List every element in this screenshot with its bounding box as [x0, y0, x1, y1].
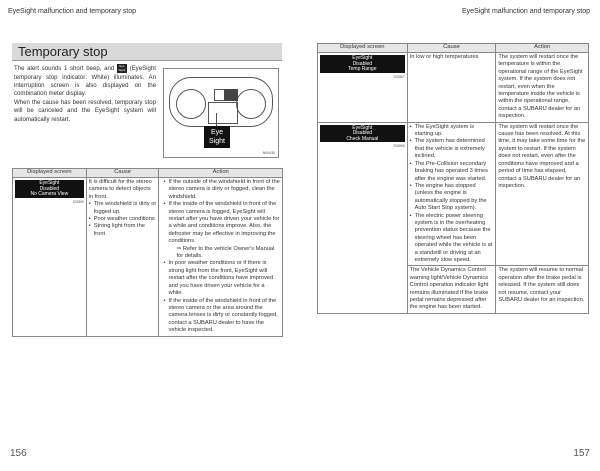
no-camera-view-screen — [15, 180, 84, 198]
table-row — [318, 122, 589, 266]
action-cell: The system will restart once the cause has been resolved. At this time, it may take some time for the system to restart. If the system does not restart, even after the conditions have improved and a period of time has elapsed, contact a SUBARU dealer for an inspection. — [496, 122, 589, 266]
running-header-left: EyeSight malfunction and temporary stop — [8, 8, 137, 15]
list-item: • The system has determined that the vehicle is extremely inclined. — [410, 138, 494, 160]
screen-code: S02867 — [393, 74, 405, 79]
screen-line: Check Manual — [346, 135, 379, 142]
screen-line: No Camera View — [30, 191, 69, 198]
running-header-right: EyeSight malfunction and temporary stop — [461, 8, 590, 15]
list-item: • In poor weather conditions or if there is strong light from the front, EyeSight will restart after the conditions have improved and you have driven your vehicle for a while. — [163, 260, 280, 297]
list-item: • If the outside of the windshield in front of the stereo camera is dirty or fogged, clean the windshield. — [163, 179, 280, 201]
callout-line-2: Sight — [209, 138, 225, 145]
list-item: • The EyeSight system is starting up. — [410, 124, 494, 139]
screen-line: Disabled — [352, 130, 373, 137]
intro-part-b: (EyeSight temporary stop indicator: White) illuminates. An interruption screen is also displayed on the combination meter display. — [14, 65, 156, 98]
list-item: • Poor weather conditions — [89, 216, 157, 223]
check-manual-screen — [320, 125, 405, 143]
list-item: • Strong light from the front — [89, 223, 157, 238]
action-cell: The system will restart once the temperature is within the operational range of the EyeSight system. If the system does not restart, even when the temperature inside the vehicle is within the operational range, contact a SUBARU dealer for an inspection. — [496, 53, 589, 123]
page-number-right: 157 — [573, 448, 590, 459]
cause-cell — [86, 178, 159, 337]
screen-line: Disabled — [352, 60, 373, 67]
intro-text — [14, 64, 156, 124]
table-row — [318, 53, 589, 123]
displayed-screen-cell — [318, 53, 408, 123]
screen-line: EyeSight — [352, 124, 373, 131]
temp-range-screen — [320, 55, 405, 73]
action-cell: The system will resume to normal operation after the brake pedal is released. If the system still does not resume, contact your SUBARU dealer for an inspection. — [496, 266, 589, 313]
list-item: • If the inside of the windshield in front of the stereo camera or the area around the camera lenses is dirty or constantly fogged, contact a SUBARU dealer to have the vehicle inspected. — [163, 298, 280, 335]
figure-code: N00430 — [262, 151, 275, 155]
list-item: • The engine has stopped (unless the engine is automatically stopped by the Auto Start Stop system). — [410, 183, 494, 213]
temporary-stop-table-right — [317, 43, 589, 314]
right-gauge — [236, 89, 266, 119]
temporary-stop-table-left — [12, 168, 283, 337]
left-gauge — [176, 89, 206, 119]
intro-part-a: The alert sounds 1 short beep, and — [14, 65, 117, 73]
screen-line: Disabled — [39, 185, 60, 192]
table-row — [13, 178, 283, 337]
section-heading — [12, 43, 282, 61]
cause-intro: It is difficult for the stereo camera to detect objects in front. — [88, 179, 152, 200]
owners-manual-reference: ⇒ Refer to the vehicle Owner's Manual for details. — [176, 245, 275, 260]
callout-line-1: Eye — [210, 129, 224, 136]
center-display — [208, 102, 238, 124]
displayed-screen-cell — [318, 122, 408, 313]
table-header-row — [318, 44, 589, 53]
page-number-left: 156 — [10, 448, 27, 459]
list-item: • The electric power steering system is in the overheating prevention status because the steering wheel has been operated while the vehicle is at a standstill or driving at an extremely slow speed. — [410, 213, 494, 265]
callout-leader-line — [216, 113, 217, 127]
list-item — [163, 201, 280, 260]
list-item: • The Pre-Collision secondary braking has operated 3 times after the engine was started. — [410, 161, 494, 183]
intro-part-c: When the cause has been resolved, temporary stop will be canceled and the EyeSight system will automatically restart. — [14, 98, 156, 123]
column-header: Displayed screen — [13, 169, 87, 178]
section-title: Temporary stop — [18, 44, 108, 59]
column-header: Cause — [86, 169, 159, 178]
column-header: Displayed screen — [318, 44, 408, 53]
column-header: Action — [496, 44, 589, 53]
cause-cell: In low or high temperatures — [407, 53, 496, 123]
combination-meter-figure — [163, 68, 279, 158]
screen-line: EyeSight — [39, 180, 60, 186]
meter-cluster-outline — [169, 77, 273, 127]
table-header-row — [13, 169, 283, 178]
screen-code: S02865 — [72, 199, 84, 204]
screen-code: S02868 — [393, 144, 405, 149]
cause-cell — [407, 122, 496, 266]
cause-cell: The Vehicle Dynamics Control warning light/Vehicle Dynamics Control operation indicator light remains illuminated if the brake pedal remains depressed after the engine has been started. — [407, 266, 496, 313]
displayed-screen-cell — [13, 178, 87, 337]
action-text: If the inside of the windshield in front of the stereo camera is fogged, EyeSight will restart after you have driven your vehicle for a while and conditions improve. Also, the defroster may be effective in improving the conditions. — [168, 201, 280, 245]
screen-line: Temp Range — [348, 66, 377, 73]
screen-line: EyeSight — [352, 55, 373, 61]
display-square-filled — [224, 89, 238, 101]
column-header: Action — [159, 169, 283, 178]
eyesight-temporary-stop-indicator-icon: Eye Sight — [118, 64, 126, 72]
column-header: Cause — [407, 44, 496, 53]
action-cell — [159, 178, 283, 337]
list-item: • The windshield is dirty or fogged up. — [89, 201, 157, 216]
eyesight-indicator-callout — [204, 126, 230, 148]
